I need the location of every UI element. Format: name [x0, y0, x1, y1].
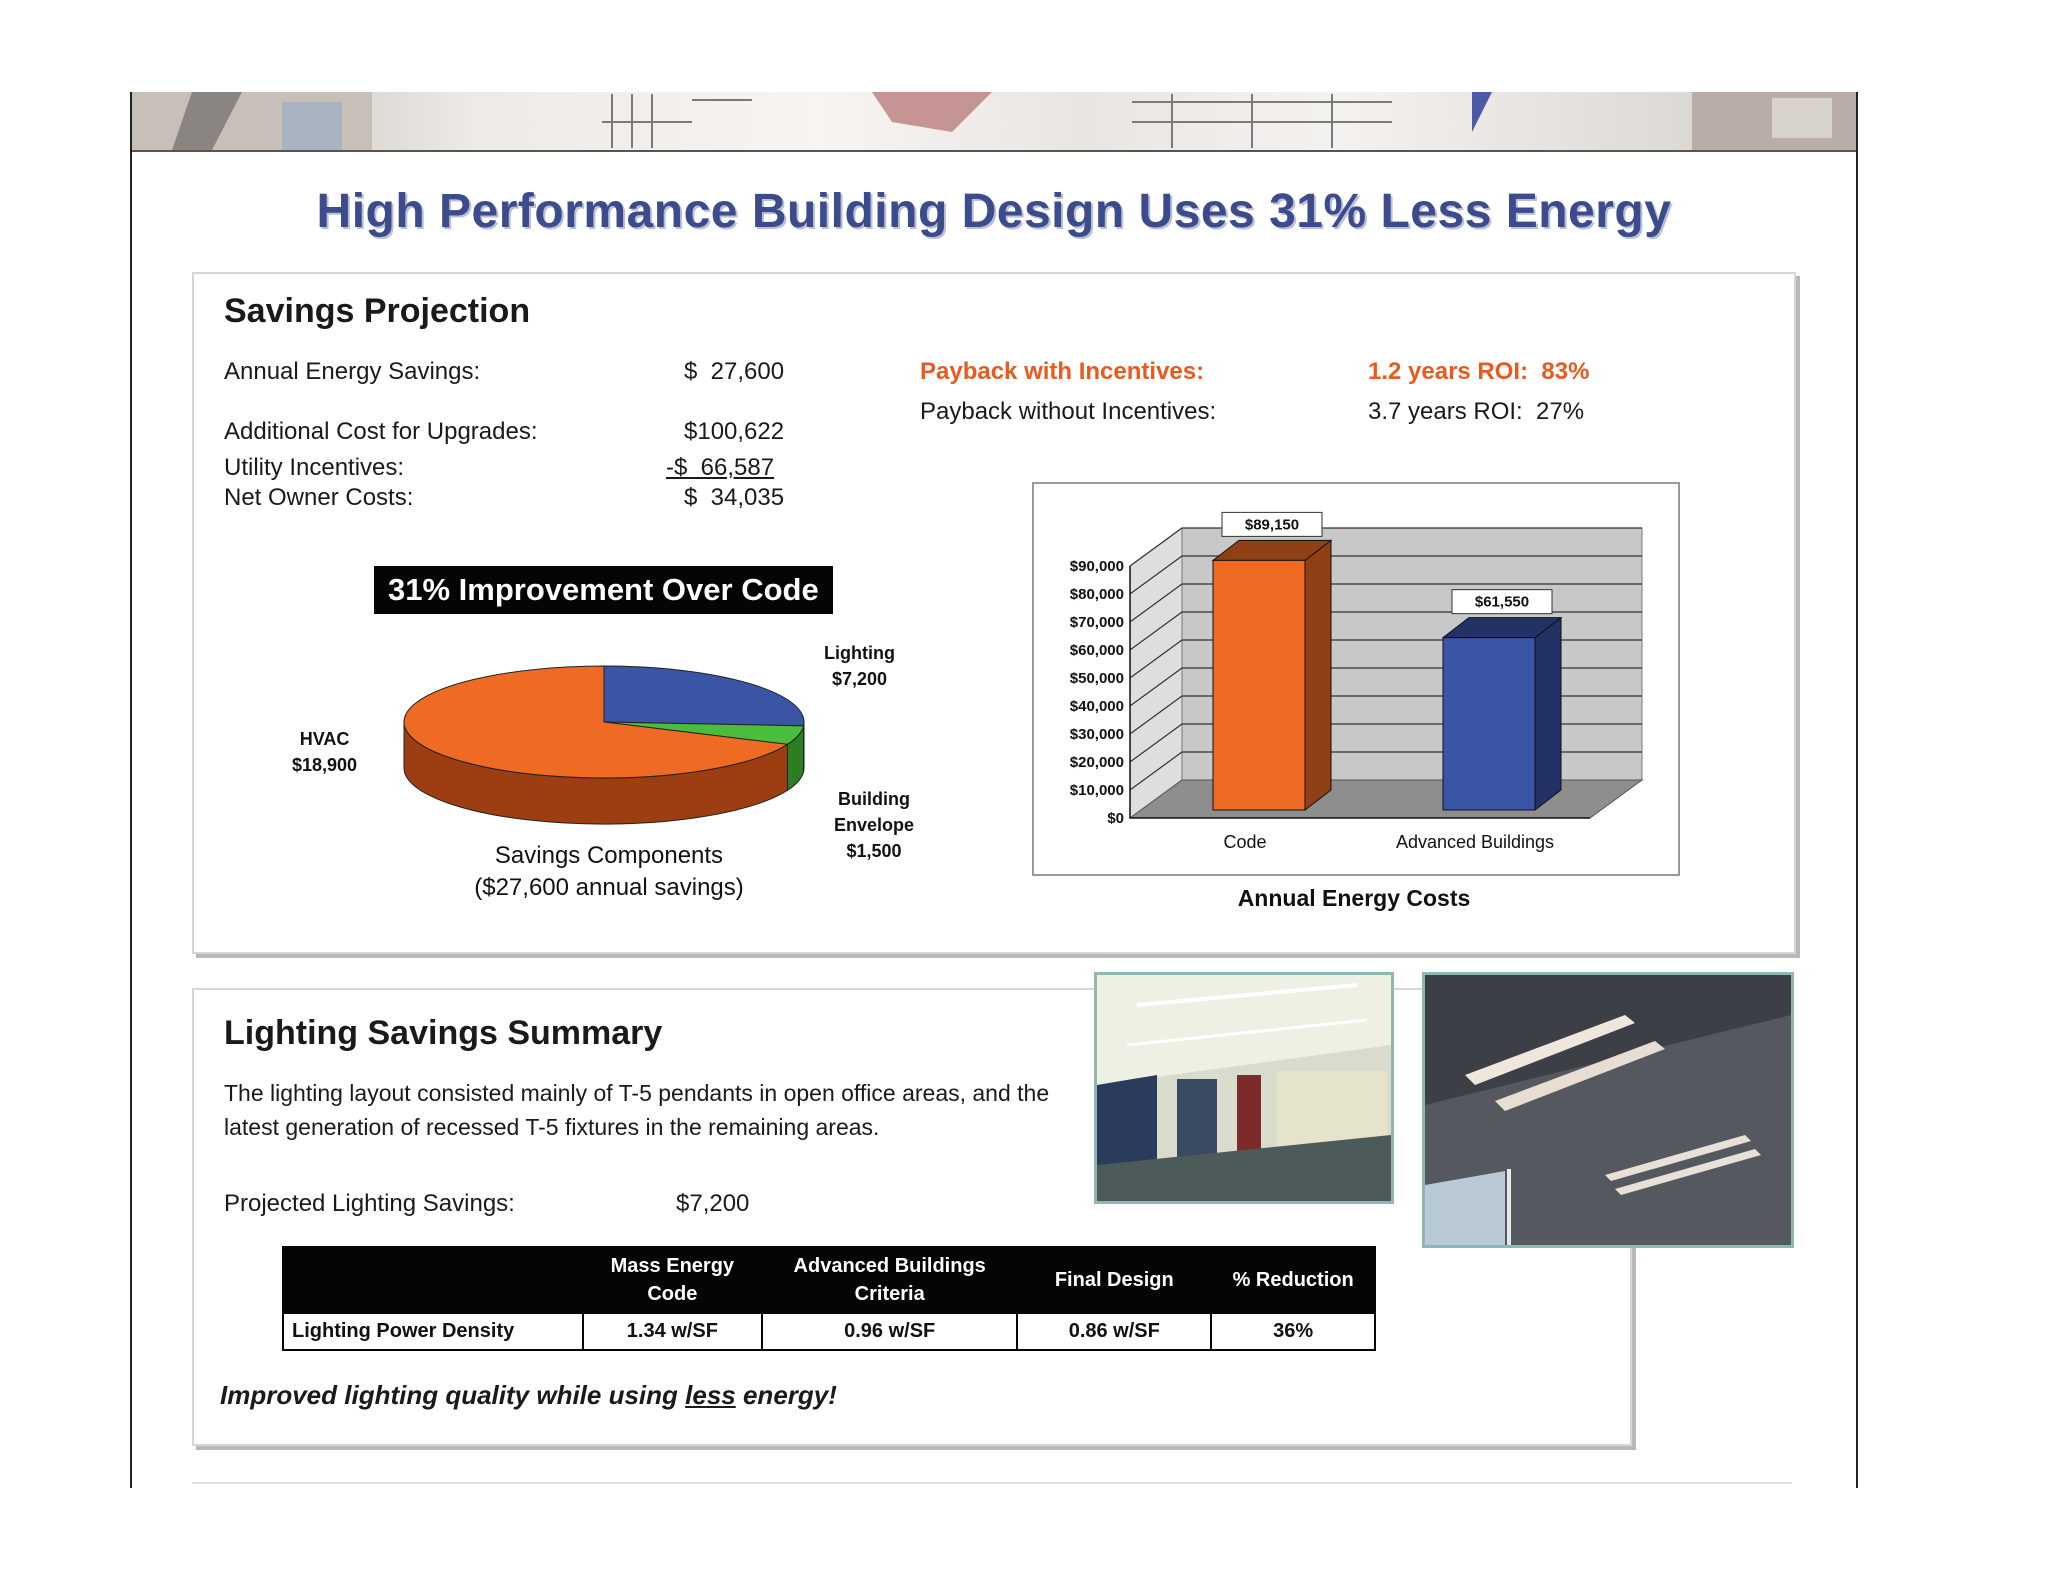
chart-ytick-label: $80,000 [1069, 586, 1124, 603]
annual-savings-label: Annual Energy Savings: [224, 358, 481, 385]
net-owner-cost-label: Net Owner Costs: [224, 484, 414, 511]
chart-ytick-label: $70,000 [1069, 614, 1124, 631]
tagline-emphasis: less [685, 1380, 736, 1410]
pie-label-lighting-name: Lighting [824, 643, 895, 663]
table-header-blank [283, 1247, 583, 1313]
improvement-badge: 31% Improvement Over Code [374, 566, 833, 614]
page-title: High Performance Building Design Uses 31% Less Energy [316, 185, 1672, 238]
pie-caption-line2: ($27,600 annual savings) [474, 874, 744, 901]
savings-panel [192, 272, 1796, 954]
net-owner-cost-value: $ 34,035 [684, 484, 785, 511]
bar-side-advanced-buildings [1535, 618, 1561, 810]
table-cell-final: 0.86 w/SF [1017, 1313, 1211, 1350]
payback-without-value: 3.7 years ROI: 27% [1368, 398, 1585, 425]
pie-label-hvac-name: HVAC [299, 729, 350, 749]
table-header-mass-code: Mass Energy Code [583, 1247, 763, 1313]
payback-with-label: Payback with Incentives: [920, 358, 1205, 385]
table-cell-advanced: 0.96 w/SF [762, 1313, 1017, 1350]
bar-chart-title: Annual Energy Costs [1237, 885, 1471, 911]
tagline-pre: Improved lighting quality while using [220, 1380, 686, 1410]
pie-caption-line1: Savings Components [494, 842, 724, 869]
payback-without-label: Payback without Incentives: [920, 398, 1217, 425]
table-header-reduction: % Reduction [1211, 1247, 1375, 1313]
ceiling-fixtures-photo [1422, 972, 1794, 1248]
chart-ytick-label: $20,000 [1069, 754, 1124, 771]
header-banner [132, 92, 1856, 152]
bar-data-label: $89,150 [1244, 516, 1300, 534]
savings-pie-chart [384, 642, 824, 842]
projected-savings-label: Projected Lighting Savings: [224, 1190, 515, 1217]
banner-illustration [132, 92, 1856, 150]
lighting-tagline [220, 1380, 837, 1411]
bar-code [1213, 560, 1305, 810]
pie-label-hvac-value: $18,900 [292, 755, 358, 775]
pie-label-envelope-line1: Building [838, 789, 910, 809]
upgrade-cost-label: Additional Cost for Upgrades: [224, 418, 538, 445]
bar-side-code [1305, 540, 1331, 810]
bar-chart-frame [1032, 482, 1680, 876]
pie-label-envelope-line2: Envelope [834, 815, 915, 835]
table-header-final: Final Design [1017, 1247, 1211, 1313]
table-row [283, 1313, 1375, 1350]
bar-advanced-buildings [1443, 638, 1535, 810]
table-header-row [283, 1247, 1375, 1313]
pie-slice-lighting [604, 666, 804, 726]
lighting-panel [192, 988, 1632, 1446]
chart-ytick-label: $60,000 [1069, 642, 1124, 659]
table-header-advanced: Advanced Buildings Criteria [762, 1247, 1017, 1313]
projected-savings-value: $7,200 [676, 1190, 750, 1217]
chart-category-label: Code [1223, 832, 1267, 852]
upgrade-cost-value: $100,622 [684, 418, 785, 445]
office-interior-illustration [1097, 975, 1391, 1201]
savings-heading: Savings Projection [224, 292, 531, 330]
chart-ytick-label: $40,000 [1069, 698, 1124, 715]
payback-with-value: 1.2 years ROI: 83% [1368, 358, 1590, 385]
chart-ytick-label: $10,000 [1069, 782, 1124, 799]
tagline-post: energy! [735, 1380, 837, 1410]
lighting-paragraph: The lighting layout consisted mainly of T-5 pendants in open office areas, and the latest generation of recessed T-5 fixtures in the remaining areas. [224, 1080, 1050, 1140]
pie-label-envelope [834, 786, 914, 864]
table-cell-mass-code: 1.34 w/SF [583, 1313, 763, 1350]
chart-ytick-label: $0 [1107, 810, 1124, 827]
chart-ytick-label: $50,000 [1069, 670, 1124, 687]
ceiling-fixtures-illustration [1425, 975, 1791, 1245]
chart-ytick-label: $30,000 [1069, 726, 1124, 743]
annual-savings-value: $ 27,600 [684, 358, 785, 385]
bar-data-label: $61,550 [1474, 593, 1530, 611]
page [130, 92, 1858, 1488]
pie-label-hvac [292, 726, 357, 778]
table-row-label: Lighting Power Density [283, 1313, 583, 1350]
chart-category-label: Advanced Buildings [1395, 832, 1555, 852]
office-interior-photo [1094, 972, 1394, 1204]
chart-floor [1130, 780, 1642, 818]
lighting-power-density-table [282, 1246, 1376, 1351]
annual-energy-costs-chart [1034, 484, 1678, 874]
footer-divider [192, 1482, 1792, 1484]
chart-ytick-label: $90,000 [1069, 558, 1124, 575]
pie-label-envelope-value: $1,500 [846, 841, 902, 861]
lighting-heading: Lighting Savings Summary [224, 1014, 663, 1052]
pie-caption [434, 840, 784, 904]
incentives-value: -$ 66,587 [666, 454, 775, 481]
incentives-label: Utility Incentives: [224, 454, 405, 481]
pie-label-lighting-value: $7,200 [831, 669, 888, 689]
pie-label-lighting [824, 640, 895, 692]
table-cell-reduction: 36% [1211, 1313, 1375, 1350]
